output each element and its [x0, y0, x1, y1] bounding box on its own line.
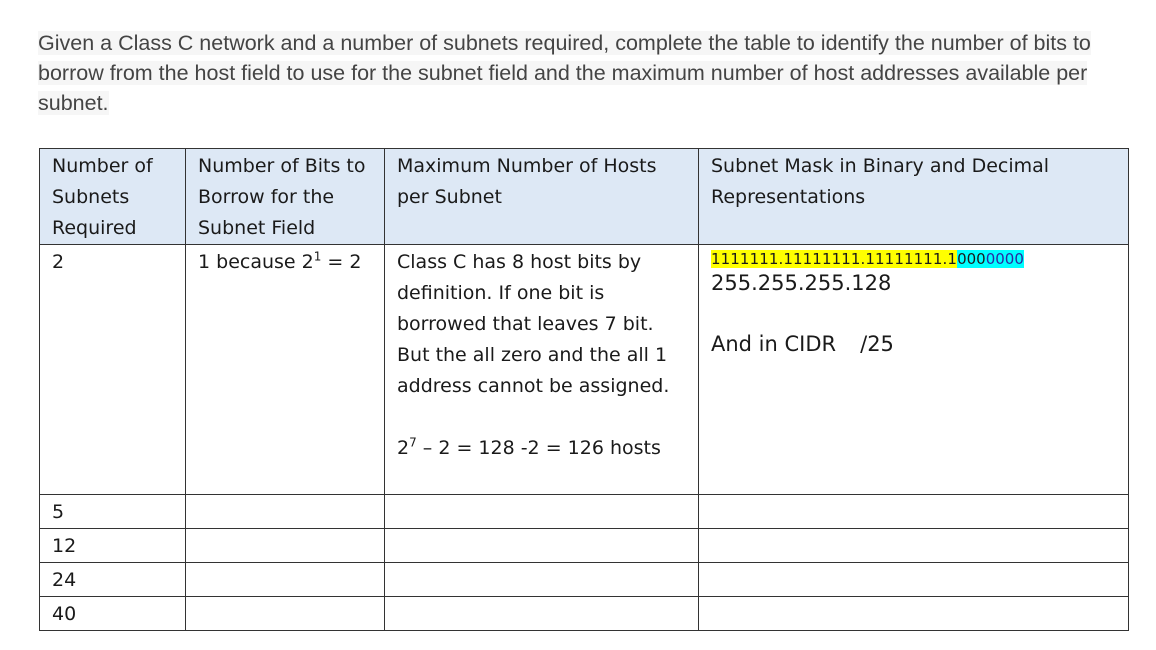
cell-mask [699, 245, 1129, 495]
table-row [40, 495, 1129, 529]
mask-host-bits-b: 0000 [985, 250, 1024, 268]
cell-bits-empty[interactable] [186, 529, 385, 563]
table-row [40, 597, 1129, 631]
cell-hosts-empty[interactable] [385, 529, 699, 563]
table-header-row [40, 149, 1129, 245]
cell-bits-empty[interactable] [186, 563, 385, 597]
cell-bits-empty[interactable] [186, 495, 385, 529]
cell-mask-empty[interactable] [699, 563, 1129, 597]
cell-mask-empty[interactable] [699, 529, 1129, 563]
hosts-calculation [397, 433, 686, 464]
header-subnet-mask: Subnet Mask in Binary and Decimal Representations [699, 149, 1129, 245]
bits-exponent: 1 [313, 249, 322, 264]
mask-host-bits-a: 000 [957, 250, 986, 268]
blank-line [397, 402, 686, 433]
cidr-label: And in CIDR [711, 332, 837, 356]
cell-subnets [40, 245, 186, 495]
cidr-value: /25 [860, 332, 894, 356]
table-row [40, 563, 1129, 597]
cidr-line [711, 329, 1116, 360]
subnets-value: 2 [52, 251, 65, 273]
cell-mask-empty[interactable] [699, 597, 1129, 631]
cell-hosts-empty[interactable] [385, 563, 699, 597]
hosts-explanation: Class C has 8 host bits by definition. If one bit is borrowed that leaves 7 bit. But the all zero and the all 1 address cannot be assigned. [397, 251, 670, 397]
cell-subnets: 24 [40, 563, 186, 597]
header-max-hosts: Maximum Number of Hosts per Subnet [385, 149, 699, 245]
table-row [40, 529, 1129, 563]
cell-subnets: 40 [40, 597, 186, 631]
cell-hosts [385, 245, 699, 495]
instructions-paragraph [38, 28, 1128, 118]
cell-hosts-empty[interactable] [385, 597, 699, 631]
calc-rest: – 2 = 128 -2 = 126 hosts [416, 437, 661, 459]
cell-bits-empty[interactable] [186, 597, 385, 631]
blank-line [711, 298, 1116, 329]
calc-base: 2 [397, 437, 410, 459]
bits-suffix: = 2 [321, 251, 362, 273]
cell-subnets: 5 [40, 495, 186, 529]
cell-bits [186, 245, 385, 495]
table-row-example [40, 245, 1129, 495]
header-bits-to-borrow: Number of Bits to Borrow for the Subnet Field [186, 149, 385, 245]
instructions-text: Given a Class C network and a number of subnets required, complete the table to identify the number of bits to borrow from the host field to use for the subnet field and the maximum number of host addresses available per subnet. [38, 31, 1091, 115]
mask-network-bits: 1111111.11111111.11111111.1 [711, 250, 958, 268]
subnet-table [39, 148, 1129, 631]
mask-binary [711, 248, 1116, 268]
mask-decimal: 255.255.255.128 [711, 271, 892, 295]
cell-mask-empty[interactable] [699, 495, 1129, 529]
header-subnets-required: Number of Subnets Required [40, 149, 186, 245]
calc-exponent: 7 [409, 435, 417, 450]
bits-text: 1 because 2 [198, 251, 314, 273]
cell-subnets: 12 [40, 529, 186, 563]
cell-hosts-empty[interactable] [385, 495, 699, 529]
